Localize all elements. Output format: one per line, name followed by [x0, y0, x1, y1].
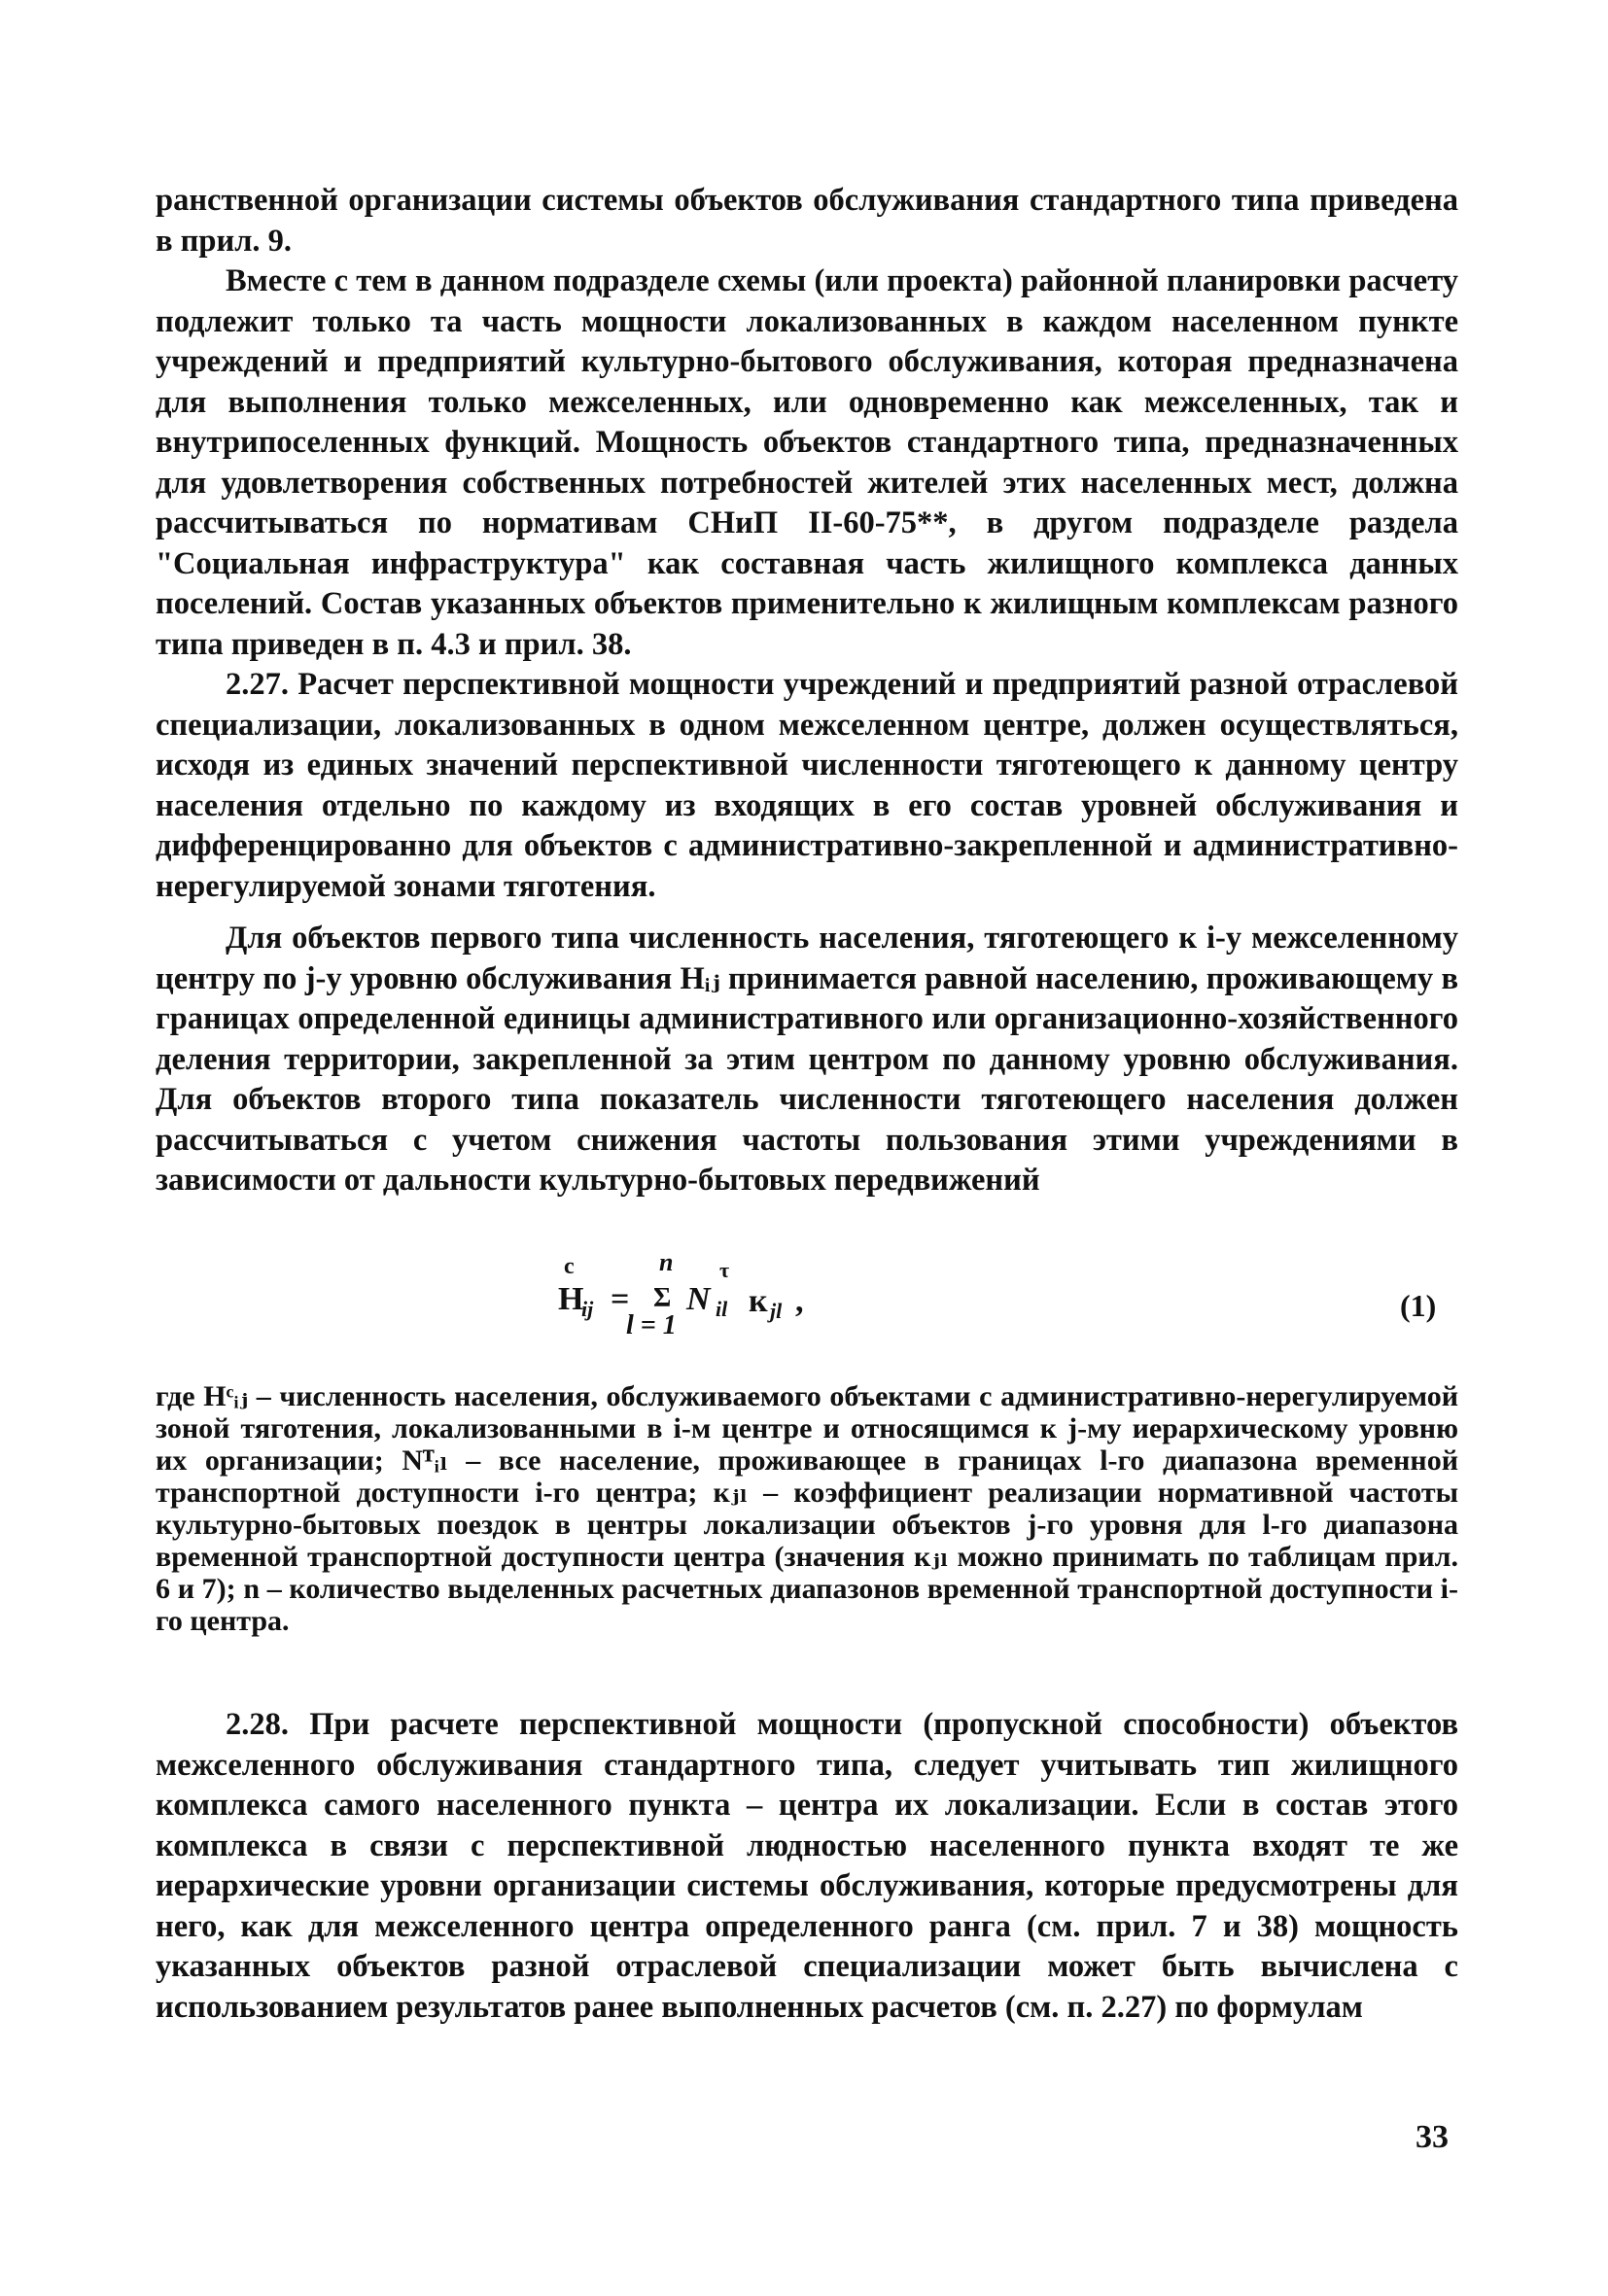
paragraph-intersettlement-functions: Вместе с тем в данном подразделе схемы (или проекта) районной планировки расчету подлежит только та часть мощности локализованных в каждом населенном пункте учреждений и предприятий культурно-бытового обслуживания, которая предназначена для выполнения только межселенных, или одновременно как межселенных, так и внутрипоселенных функций. Мощность объектов стандартного типа, предназначенных для удовлетворения собственных потребностей жителей этих населенных мест, должна рассчитываться по нормативам СНиП II-60-75**, в другом подразделе раздела "Социальная инфраструктура" как составная часть жилищного комплекса данных поселений. Состав указанных объектов применительно к жилищным комплексам разного типа приведен в п. 4.3 и прил. 38.	[156, 263, 1458, 662]
section-number-2-28: 2.28.	[226, 1707, 289, 1742]
text-block-lower	[156, 1705, 1458, 2028]
formula-N-subscript: il	[716, 1297, 728, 1321]
formula-lower-limit: l = 1	[626, 1310, 677, 1340]
paragraph-2-28-text: При расчете перспективной мощности (пропускной способности) объектов межселенного обслуживания стандартного типа, следует учитывать тип жилищного комплекса самого населенного пункта – центра их локализации. Если в состав этого комплекса в связи с перспективной людностью населенного пункта входят те же иерархические уровни организации системы обслуживания, которые предусмотрены для него, как для межселенного центра определенного ранга (см. прил. 7 и 38) мощность указанных объектов разной отраслевой специализации может быть вычислена с использованием результатов ранее выполненных расчетов (см. п. 2.27) по формулам	[156, 1707, 1459, 2025]
formula-lhs-subscript: ij	[581, 1297, 594, 1321]
formula-k-subscript: jl	[770, 1299, 783, 1323]
formula-sigma: Σ	[653, 1283, 672, 1313]
formula-explanation	[156, 1380, 1458, 1637]
paragraph-2-28	[156, 1705, 1458, 2028]
text-block-upper	[156, 181, 1458, 1201]
formula-N-superscript: τ	[719, 1258, 730, 1282]
section-number-2-27: 2.27.	[226, 667, 289, 702]
formula-1	[525, 1248, 1011, 1361]
formula-lhs-H: H	[558, 1281, 584, 1317]
formula-explanation-text: где Hᶜᵢⱼ – численность населения, обслуживаемого объектами с административно-нерегулируемой зоной тяготения, локализованными в i-м центре и относящимся к j-му иерархическому уровню их организации; Nᵀᵢₗ – все население, проживающее в границах l-го диапазона временной транспортной доступности i-го центра; кⱼₗ – коэффициент реализации нормативной частоты культурно-бытовых поездок в центры локализации объектов j-го уровня для l-го диапазона временной транспортной доступности центра (значения кⱼₗ можно принимать по таблицам прил. 6 и 7); n – количество выделенных расчетных диапазонов временной транспортной доступности i-го центра.	[156, 1380, 1458, 1637]
formula-N: N	[686, 1281, 711, 1317]
formula-k: к	[749, 1283, 768, 1319]
paragraph-population-calc: Для объектов первого типа численность населения, тяготеющего к i-у межселенному центру по j-у уровню обслуживания Hᵢⱼ принимается равной населению, проживающему в границах определенной единицы административного или организационно-хозяйственного деления территории, закрепленной за этим центром по данному уровню обслуживания. Для объектов второго типа показатель численности тяготеющего населения должен рассчитываться с учетом снижения частоты пользования этими учреждениями в зависимости от дальности культурно-бытовых передвижений	[156, 921, 1458, 1198]
formula-equals: =	[611, 1281, 630, 1317]
paragraph-2-27	[156, 665, 1458, 907]
formula-lhs-superscript: с	[564, 1254, 575, 1279]
paragraph-2-27-text: Расчет перспективной мощности учреждений и предприятий разной отраслевой специализации, локализованных в одном межселенном центре, должен осуществляться, исходя из единых значений перспективной численности тяготеющего к данному центру населения отдельно по каждому из входящих в его состав уровней обслуживания и дифференцированно для объектов с административно-закрепленной и административно-нерегулируемой зонами тяготения.	[156, 667, 1459, 904]
paragraph-continuation: ранственной организации системы объектов обслуживания стандартного типа приведена в прил. 9.	[156, 183, 1458, 259]
formula-comma: ,	[795, 1283, 804, 1319]
equation-number: (1)	[1400, 1288, 1437, 1323]
page-number: 33	[1416, 2119, 1449, 2155]
formula-upper-limit: n	[659, 1248, 674, 1276]
